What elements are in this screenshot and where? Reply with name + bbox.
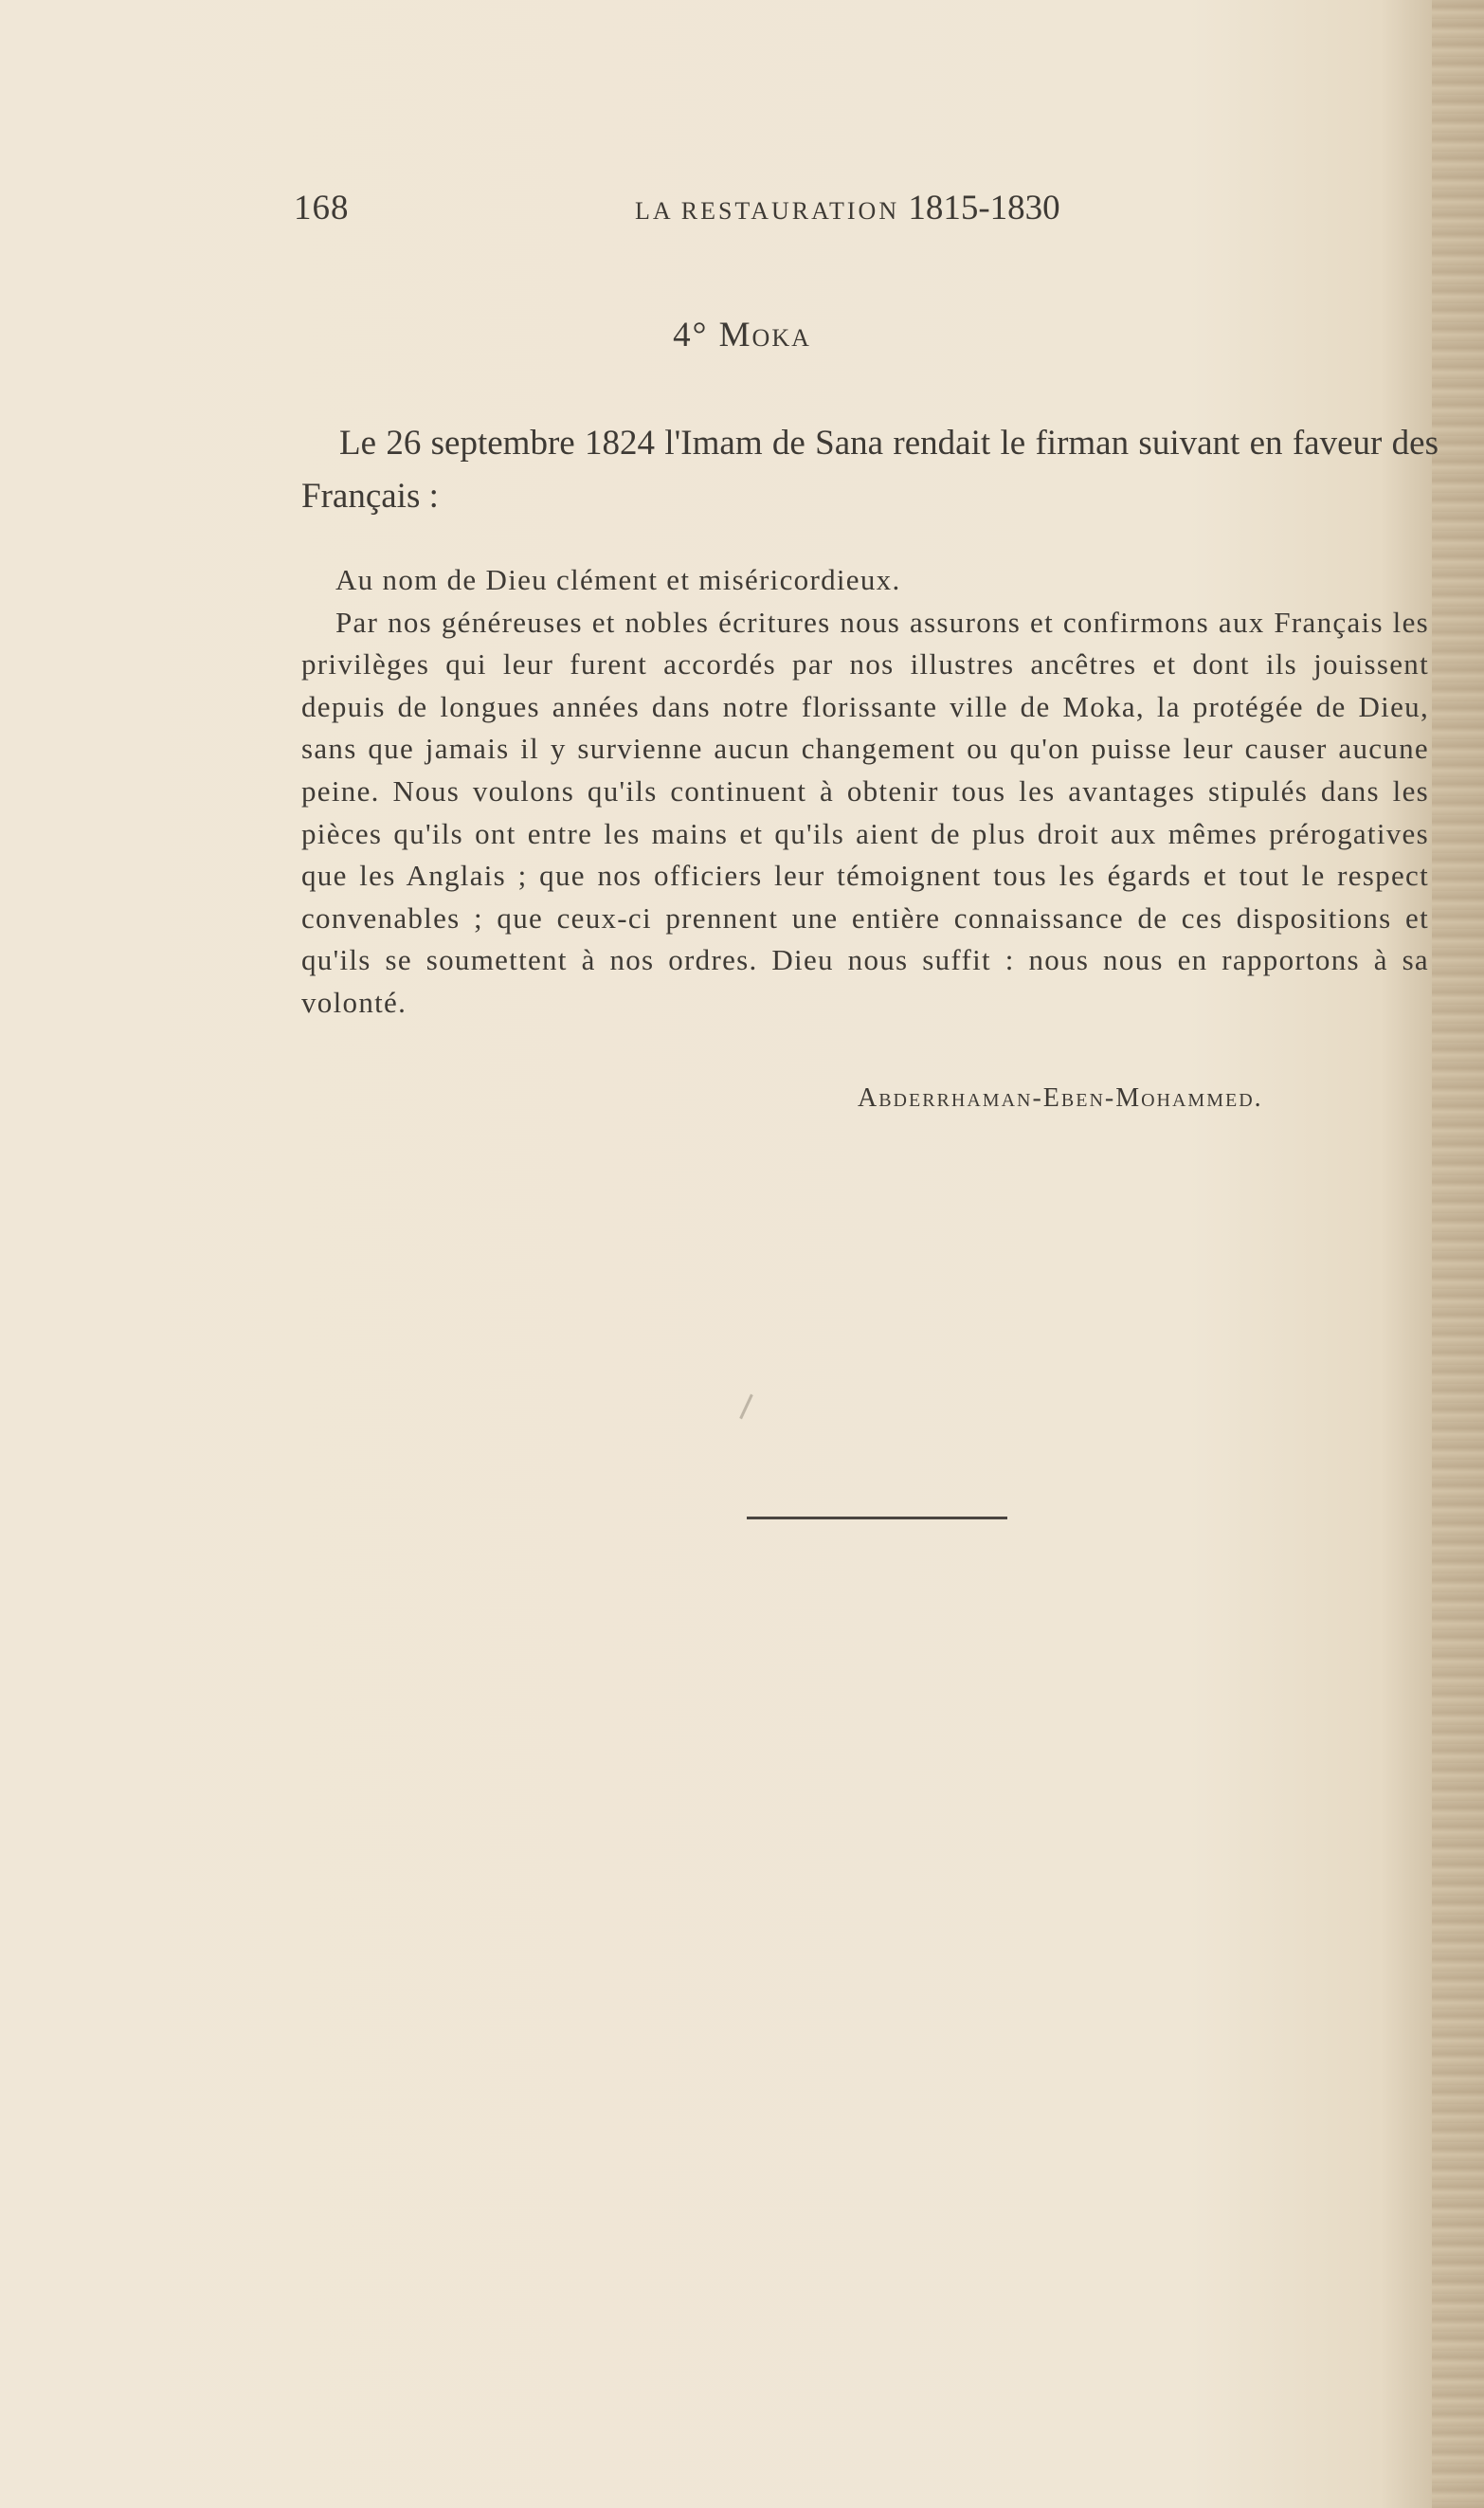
firman-opening: Au nom de Dieu clément et miséricordieux. [335, 563, 901, 596]
ink-mark [739, 1394, 753, 1420]
page-edge [1432, 0, 1484, 2508]
end-rule [747, 1517, 1007, 1519]
section-heading-text: 4° Moka [673, 316, 811, 354]
page-header [294, 188, 1109, 229]
intro-paragraph [301, 417, 1439, 523]
running-title-years: 1815-1830 [908, 189, 1060, 227]
signature [858, 1083, 1331, 1114]
running-title-text: LA RESTAURATION [635, 197, 900, 225]
running-title [635, 188, 1060, 228]
firman-text [301, 559, 1429, 1025]
firman-body: Par nos généreuses et nobles écritures nous assurons et confirmons aux Français les privilèges qui leur furent accordés par nos illustres ancêtres et dont ils jouissent depuis de longues années dans notre florissante ville de Moka, la protégée de Dieu, sans que jamais il y survienne aucun changement ou qu'on puisse leur causer aucune peine. Nous voulons qu'ils continuent à obtenir tous les avantages stipulés dans les pièces qu'ils ont entre les mains et qu'ils aient de plus droit aux mêmes prérogatives que les Anglais ; que nos officiers leur témoignent tous les égards et tout le respect convenables ; que ceux-ci prennent une entière connaissance de ces dispositions et qu'ils se soumettent à nos ordres. Dieu nous suffit : nous nous en rapportons à sa volonté. [301, 605, 1429, 1019]
intro-text: Le 26 septembre 1824 l'Imam de Sana rendait le firman suivant en faveur des Français : [301, 424, 1439, 516]
signature-text: Abderrhaman-Eben-Mohammed. [858, 1083, 1263, 1113]
page-number: 168 [294, 189, 350, 227]
section-heading [0, 315, 1484, 355]
